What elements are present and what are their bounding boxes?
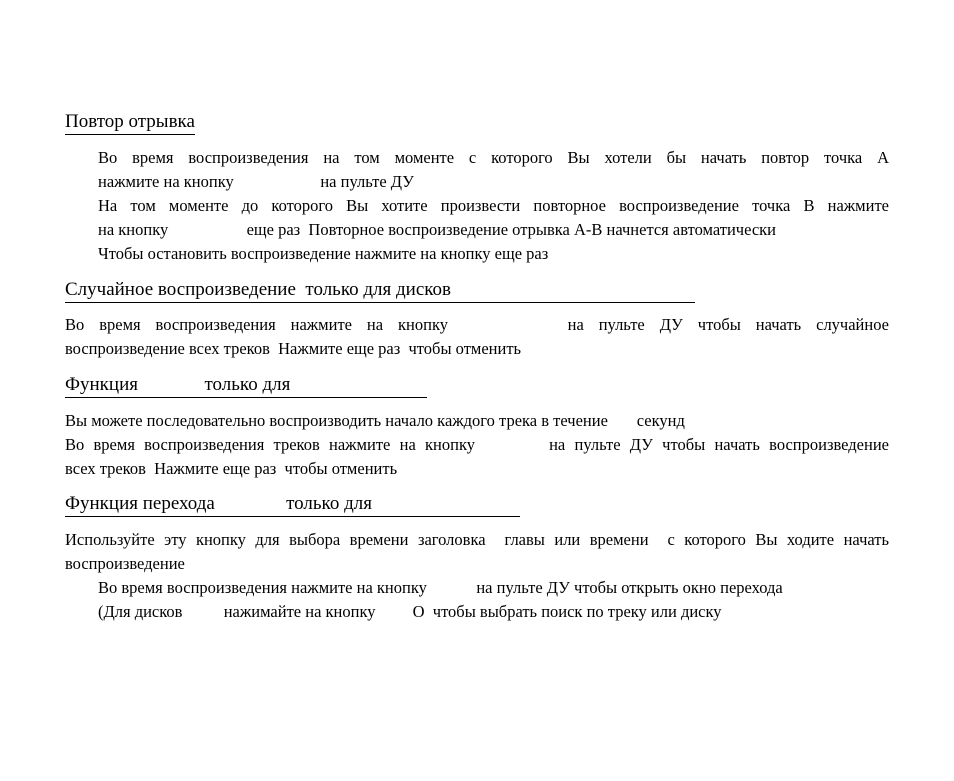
section-heading-goto: Функция перехода только для bbox=[65, 493, 520, 517]
section-heading-random: Случайное воспроизведение только для дисков bbox=[65, 279, 695, 303]
section-text-line: Чтобы остановить воспроизведение нажмите на кнопку еще раз bbox=[98, 244, 549, 263]
section-text-line: Вы можете последовательно воспроизводить начало каждого трека в течение секунд bbox=[65, 411, 685, 430]
section-text-line: Во время воспроизведения нажмите на кнопку на пульте ДУ чтобы начать случайное bbox=[65, 315, 889, 334]
section-text-line: воспроизведение всех треков Нажмите еще раз чтобы отменить bbox=[65, 339, 522, 358]
section-text-line: воспроизведение bbox=[65, 554, 185, 573]
section-text-line: нажмите на кнопку на пульте ДУ bbox=[98, 172, 414, 191]
section-text-line: Во время воспроизведения нажмите на кнопку на пульте ДУ чтобы открыть окно перехода bbox=[98, 578, 783, 597]
section-text-line: Используйте эту кнопку для выбора времени заголовка главы или времени с которого Вы ходите начать bbox=[65, 530, 889, 549]
section-text-line: на кнопку еще раз Повторное воспроизведение отрывка A-B начнется автоматически bbox=[98, 220, 776, 239]
section-text-line: Во время воспроизведения на том моменте с которого Вы хотели бы начать повтор точка A bbox=[98, 148, 889, 167]
section-text-line: (Для дисков нажимайте на кнопку O чтобы выбрать поиск по треку или диску bbox=[98, 602, 722, 621]
section-text-line: всех треков Нажмите еще раз чтобы отменить bbox=[65, 459, 398, 478]
section-text-line: Во время воспроизведения треков нажмите на кнопку на пульте ДУ чтобы начать воспроизведение bbox=[65, 435, 889, 454]
section-text-line: На том моменте до которого Вы хотите произвести повторное воспроизведение точка B нажмите bbox=[98, 196, 889, 215]
section-heading-intro: Функция только для bbox=[65, 374, 427, 398]
section-heading-repeat: Повтор отрывка bbox=[65, 111, 195, 135]
